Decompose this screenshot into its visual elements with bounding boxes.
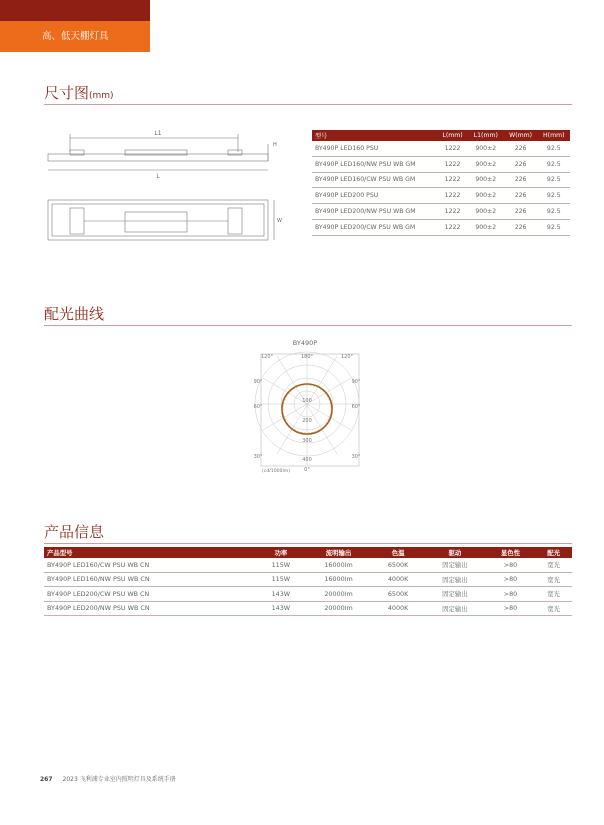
table-header-row xyxy=(312,130,570,141)
col-header: L1(mm) xyxy=(468,130,504,141)
polar-unit-label: (cd/1000lm) xyxy=(262,469,291,474)
cell: 92.5 xyxy=(538,156,570,172)
col-header: 色温 xyxy=(372,547,424,558)
cell: 16000lm xyxy=(305,572,372,587)
radial-label: 300 xyxy=(302,438,312,444)
cell: 固定输出 xyxy=(424,587,486,602)
cell: 226 xyxy=(504,188,538,204)
cell: BY490P LED200/CW PSU WB CN xyxy=(44,587,257,602)
angle-label-30-left: 30° xyxy=(253,454,263,460)
category-tab: 高、低天棚灯具 xyxy=(0,21,150,52)
table-row xyxy=(44,601,572,616)
section-divider xyxy=(44,104,572,105)
cell: 宽光 xyxy=(535,587,572,602)
dimension-table xyxy=(312,130,570,236)
section-divider xyxy=(44,543,572,544)
cell: 宽光 xyxy=(535,572,572,587)
angle-label-90-left: 90° xyxy=(253,379,263,385)
cell: >80 xyxy=(486,601,535,616)
cell: 1222 xyxy=(437,141,468,156)
col-header: W(mm) xyxy=(504,130,538,141)
radial-label: 200 xyxy=(302,418,312,424)
table-row xyxy=(44,558,572,572)
cell: 6500K xyxy=(372,587,424,602)
cell: >80 xyxy=(486,558,535,572)
product-table xyxy=(44,547,572,616)
col-header: 功率 xyxy=(257,547,305,558)
cell: 900±2 xyxy=(468,219,504,235)
angle-label-180: 180° xyxy=(300,354,314,360)
cell: 900±2 xyxy=(468,172,504,188)
cell: 92.5 xyxy=(538,172,570,188)
col-header: 驱动 xyxy=(424,547,486,558)
radial-label: 100 xyxy=(302,398,312,404)
cell: BY490P LED160/NW PSU WB CN xyxy=(44,572,257,587)
cell: 1222 xyxy=(437,219,468,235)
header-bar xyxy=(0,0,150,21)
table-row xyxy=(312,188,570,204)
cell: 92.5 xyxy=(538,219,570,235)
table-row xyxy=(312,156,570,172)
angle-label-120-right: 120° xyxy=(340,354,354,360)
col-header: 显色性 xyxy=(486,547,535,558)
cell: 226 xyxy=(504,204,538,220)
cell: BY490P LED200/NW PSU WB CN xyxy=(44,601,257,616)
footer-text: 2023 飞利浦专业室内照明灯具及系统手册 xyxy=(62,776,176,783)
cell: 固定输出 xyxy=(424,601,486,616)
cell: 115W xyxy=(257,572,305,587)
cell: 226 xyxy=(504,156,538,172)
col-header: 型号 xyxy=(312,130,437,141)
cell: 143W xyxy=(257,601,305,616)
product-info-title: 产品信息 xyxy=(44,523,105,541)
angle-label-120-left: 120° xyxy=(260,354,274,360)
table-row xyxy=(44,587,572,602)
angle-label-60-right: 60° xyxy=(351,404,361,410)
light-distribution-title: 配光曲线 xyxy=(44,305,105,323)
cell: 固定输出 xyxy=(424,572,486,587)
cell: BY490P LED160/NW PSU WB GM xyxy=(312,156,437,172)
cell: 900±2 xyxy=(468,204,504,220)
cell: 16000lm xyxy=(305,558,372,572)
cell: 固定输出 xyxy=(424,558,486,572)
cell: 226 xyxy=(504,219,538,235)
cell: 6500K xyxy=(372,558,424,572)
cell: 900±2 xyxy=(468,188,504,204)
cell: 900±2 xyxy=(468,156,504,172)
table-row xyxy=(312,219,570,235)
angle-label-30-right: 30° xyxy=(351,454,361,460)
cell: >80 xyxy=(486,587,535,602)
polar-chart-title: BY490P xyxy=(292,339,318,347)
cell: 4000K xyxy=(372,601,424,616)
label-W: W xyxy=(277,218,282,224)
polar-chart xyxy=(255,350,365,475)
cell: 1222 xyxy=(437,172,468,188)
label-L: L xyxy=(156,173,160,180)
label-L1: L1 xyxy=(154,130,162,137)
cell: 143W xyxy=(257,587,305,602)
col-header: L(mm) xyxy=(437,130,468,141)
cell: 226 xyxy=(504,141,538,156)
dimensions-title xyxy=(44,82,114,103)
table-row xyxy=(44,572,572,587)
label-H: H xyxy=(273,142,277,148)
cell: 92.5 xyxy=(538,188,570,204)
cell: 92.5 xyxy=(538,204,570,220)
cell: 1222 xyxy=(437,156,468,172)
page-number: 267 xyxy=(40,776,53,783)
cell: BY490P LED160 PSU xyxy=(312,141,437,156)
cell: 宽光 xyxy=(535,601,572,616)
page-footer xyxy=(40,774,176,783)
cell: 20000lm xyxy=(305,601,372,616)
cell: 115W xyxy=(257,558,305,572)
cell: BY490P LED200/CW PSU WB GM xyxy=(312,219,437,235)
col-header: 配光 xyxy=(535,547,572,558)
cell: 1222 xyxy=(437,204,468,220)
table-header-row xyxy=(44,547,572,558)
cell: 900±2 xyxy=(468,141,504,156)
table-row xyxy=(312,204,570,220)
section-divider xyxy=(44,325,572,326)
angle-label-90-right: 90° xyxy=(351,379,361,385)
cell: 20000lm xyxy=(305,587,372,602)
cell: 226 xyxy=(504,172,538,188)
cell: 宽光 xyxy=(535,558,572,572)
dimensions-title-text: 尺寸图 xyxy=(44,84,90,102)
cell: >80 xyxy=(486,572,535,587)
cell: 92.5 xyxy=(538,141,570,156)
cell: 4000K xyxy=(372,572,424,587)
table-row xyxy=(312,172,570,188)
cell: BY490P LED200/NW PSU WB GM xyxy=(312,204,437,220)
table-row xyxy=(312,141,570,156)
cell: BY490P LED160/CW PSU WB GM xyxy=(312,172,437,188)
col-header: 流明输出 xyxy=(305,547,372,558)
col-header: 产品型号 xyxy=(44,547,257,558)
angle-label-0: 0° xyxy=(304,467,310,473)
dimensions-unit: (mm) xyxy=(89,91,114,101)
cell: BY490P LED200 PSU xyxy=(312,188,437,204)
cell: 1222 xyxy=(437,188,468,204)
dimension-drawing xyxy=(40,126,290,246)
cell: BY490P LED160/CW PSU WB CN xyxy=(44,558,257,572)
col-header: H(mm) xyxy=(538,130,570,141)
angle-label-60-left: 60° xyxy=(253,404,263,410)
radial-label: 400 xyxy=(302,457,312,463)
